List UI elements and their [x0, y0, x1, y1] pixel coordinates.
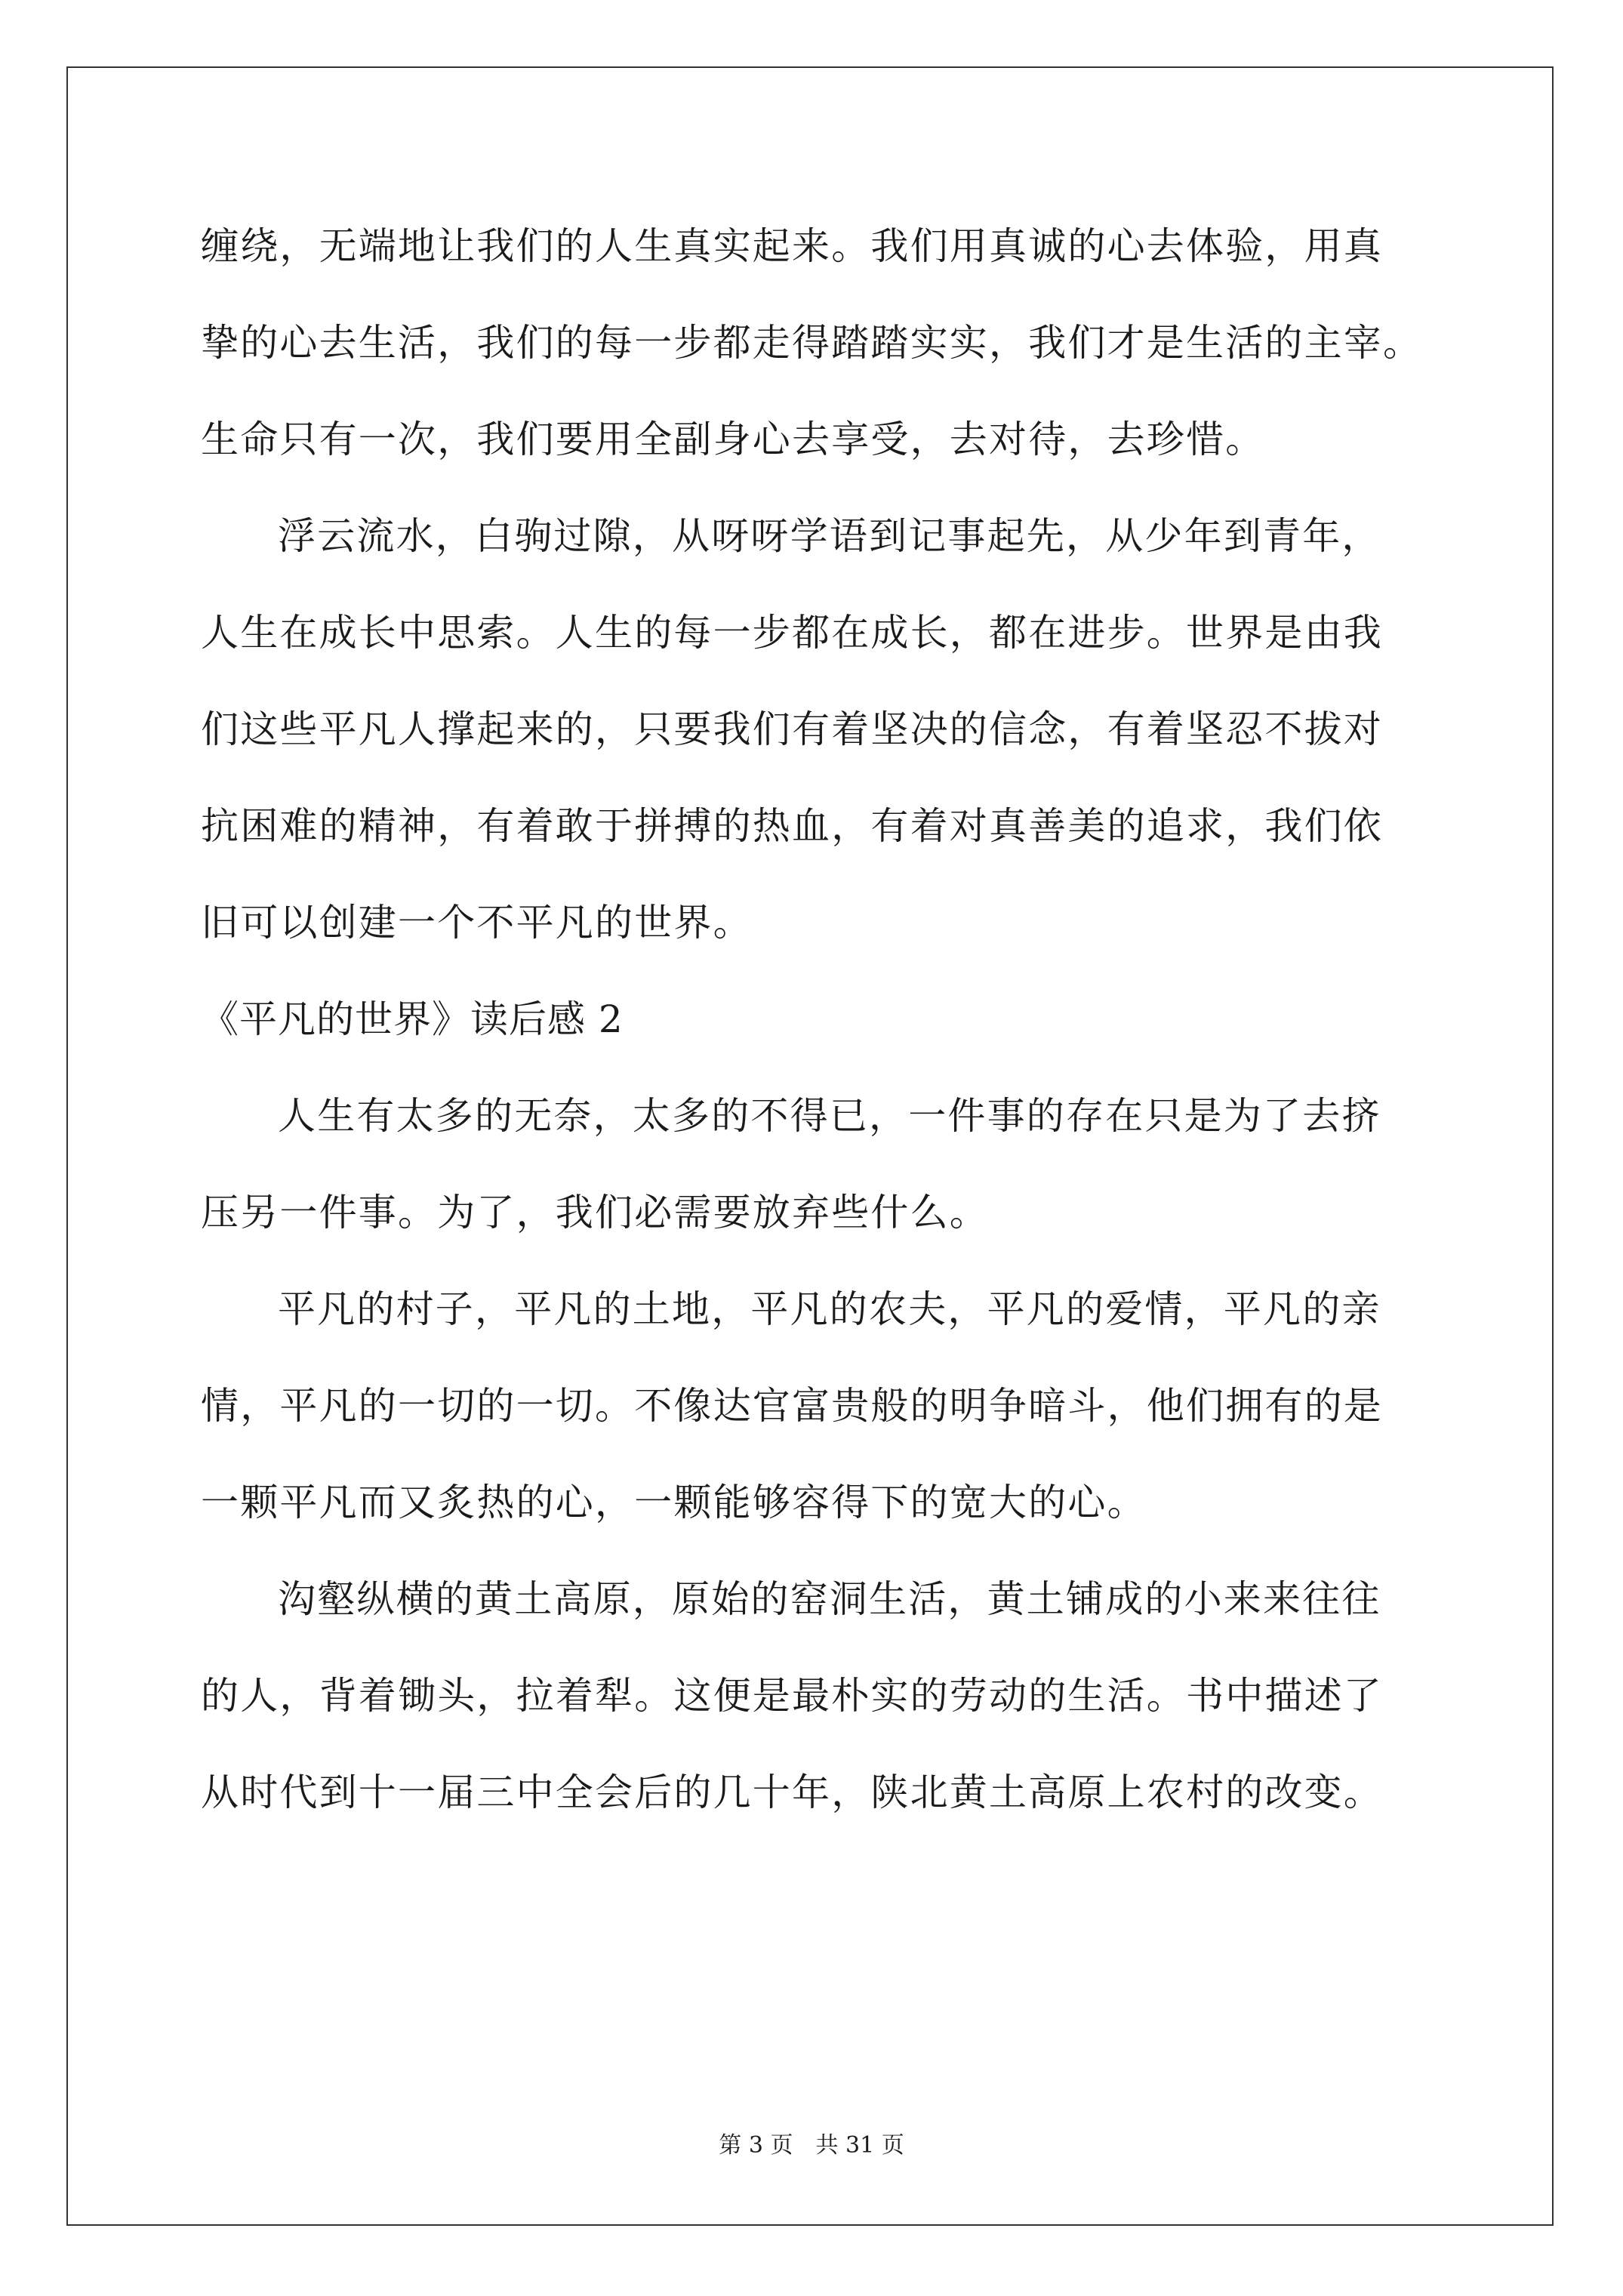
paragraph-line: 压另一件事。为了，我们必需要放弃些什么。	[201, 1191, 989, 1234]
paragraph-line: 缠绕，无端地让我们的人生真实起来。我们用真诚的心去体验，用真	[201, 224, 1383, 268]
section-heading: 《平凡的世界》读后感 2	[201, 997, 624, 1041]
paragraph-line: 一颗平凡而又炙热的心，一颗能够容得下的宽大的心。	[201, 1481, 1147, 1524]
paragraph-line: 从时代到十一届三中全会后的几十年，陕北黄土高原上农村的改变。	[201, 1771, 1383, 1814]
paragraph-line: 生命只有一次，我们要用全副身心去享受，去对待，去珍惜。	[201, 418, 1265, 461]
paragraph-line: 人生有太多的无奈，太多的不得已，一件事的存在只是为了去挤	[278, 1094, 1381, 1138]
document-body	[201, 198, 1446, 1841]
paragraph-line: 旧可以创建一个不平凡的世界。	[201, 901, 753, 945]
paragraph-line: 的人，背着锄头，拉着犁。这便是最朴实的劳动的生活。书中描述了	[201, 1674, 1383, 1718]
paragraph-line: 人生在成长中思索。人生的每一步都在成长，都在进步。世界是由我	[201, 611, 1383, 655]
page-number-footer: 第 3 页 共 31 页	[719, 2132, 904, 2159]
paragraph-line: 浮云流水，白驹过隙，从呀呀学语到记事起先，从少年到青年，	[278, 514, 1381, 558]
paragraph-line: 挚的心去生活，我们的每一步都走得踏踏实实，我们才是生活的主宰。	[201, 321, 1423, 365]
paragraph-line: 们这些平凡人撑起来的，只要我们有着坚决的信念，有着坚忍不拔对	[201, 707, 1383, 751]
paragraph-line: 抗困难的精神，有着敢于拼搏的热血，有着对真善美的追求，我们依	[201, 804, 1383, 848]
paragraph-line: 情，平凡的一切的一切。不像达官富贵般的明争暗斗，他们拥有的是	[201, 1384, 1383, 1428]
paragraph-line: 沟壑纵横的黄土高原，原始的窑洞生活，黄土铺成的小来来往往	[278, 1577, 1381, 1621]
paragraph-line: 平凡的村子，平凡的土地，平凡的农夫，平凡的爱情，平凡的亲	[278, 1287, 1381, 1331]
